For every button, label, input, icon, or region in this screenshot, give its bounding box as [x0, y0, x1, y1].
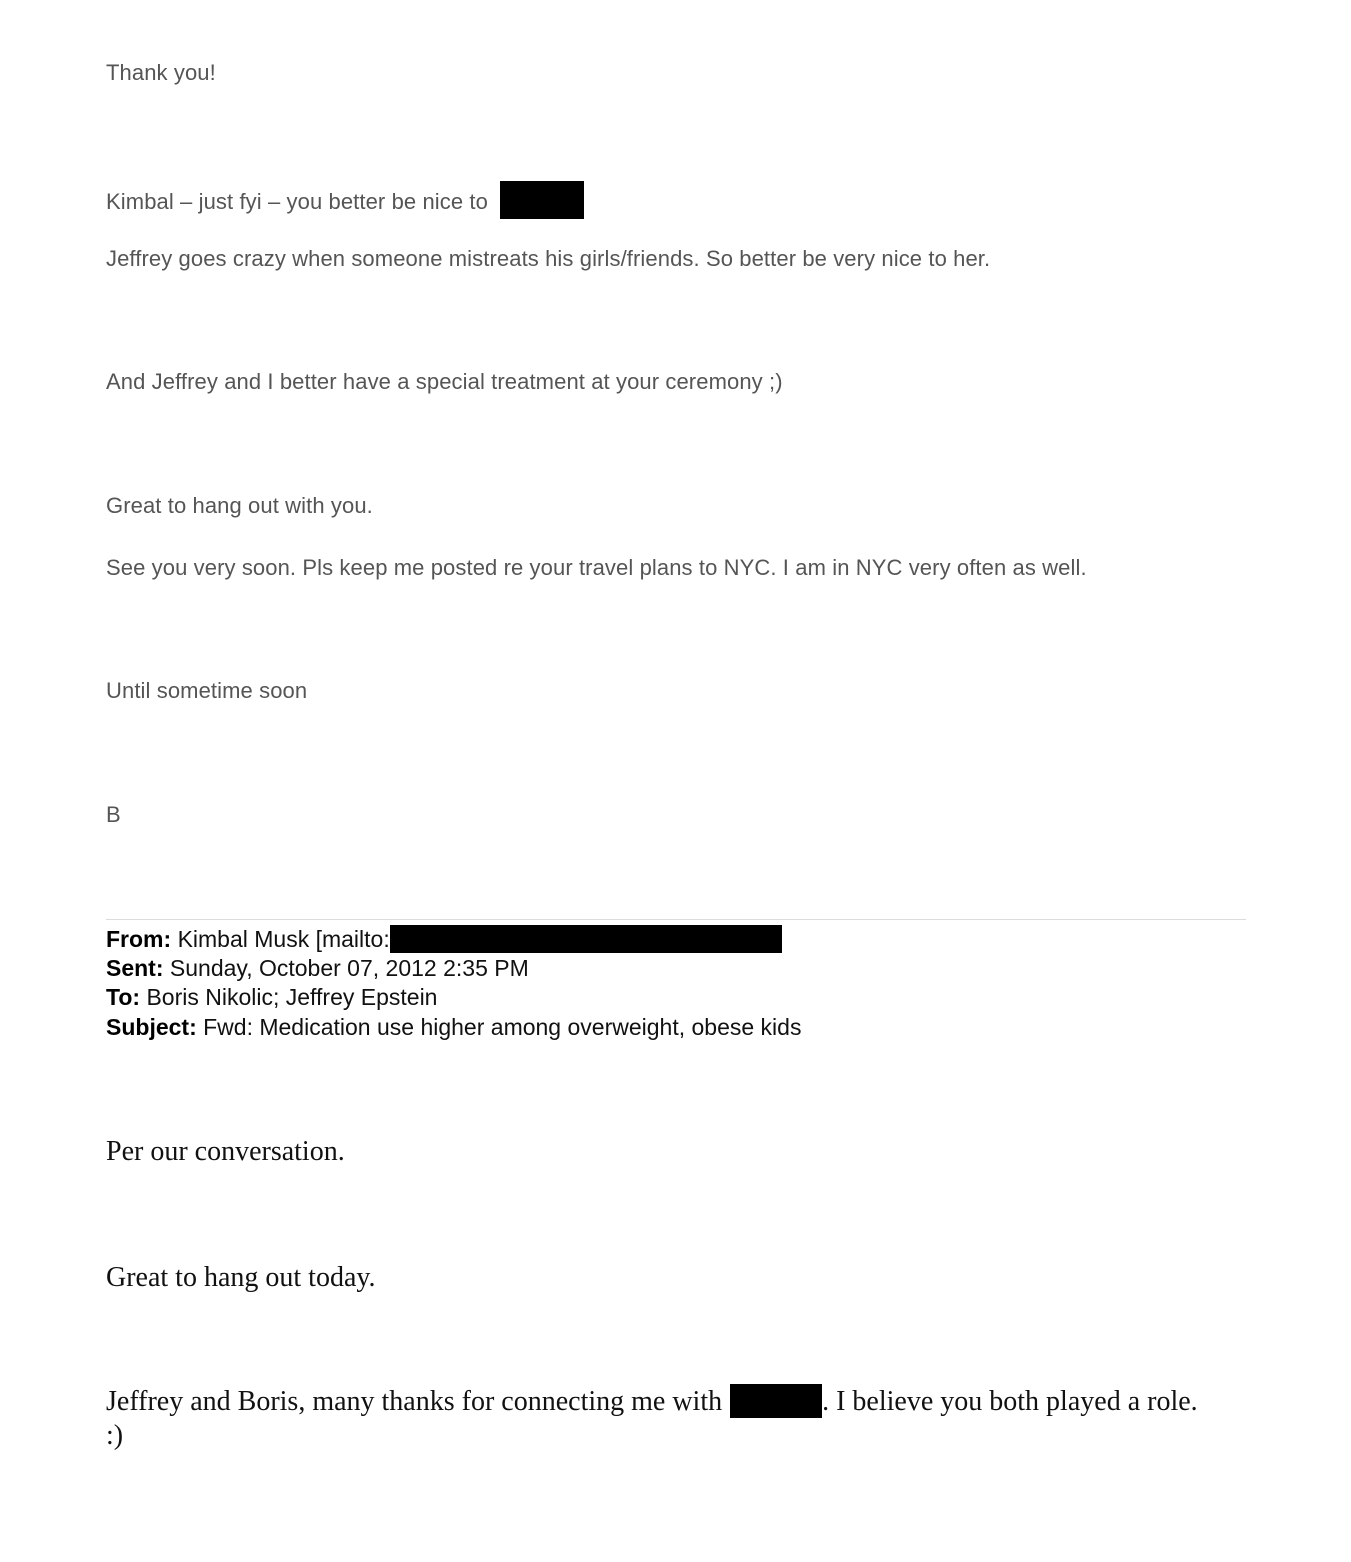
name-redaction-box: [730, 1384, 822, 1418]
thank-you-line: Thank you!: [106, 60, 216, 85]
to-label: To:: [106, 984, 141, 1010]
from-value: Kimbal Musk [mailto:: [177, 926, 390, 952]
from-row: [106, 926, 782, 955]
to-value: Boris Nikolic; Jeffrey Epstein: [146, 984, 438, 1010]
jeffrey-line: Jeffrey goes crazy when someone mistreats his girls/friends. So better be very nice to her.: [106, 246, 991, 271]
smile-line: :): [106, 1420, 124, 1451]
connecting-text-end: . I believe you both played a role.: [822, 1386, 1198, 1417]
per-conversation-line: Per our conversation.: [106, 1136, 345, 1167]
great-today-line: Great to hang out today.: [106, 1262, 376, 1293]
sent-value: Sunday, October 07, 2012 2:35 PM: [169, 955, 529, 981]
email-redaction-box: [390, 925, 782, 953]
subject-row: [106, 1014, 801, 1041]
redaction-box: [500, 181, 584, 219]
kimbal-warning-text: Kimbal – just fyi – you better be nice to: [106, 188, 488, 214]
see-you-line: See you very soon. Pls keep me posted re your travel plans to NYC. I am in NYC very often as well.: [106, 555, 1087, 580]
header-divider: [106, 919, 1246, 920]
until-line: Until sometime soon: [106, 678, 308, 703]
to-row: [106, 984, 437, 1011]
sent-label: Sent:: [106, 955, 164, 981]
ceremony-line: And Jeffrey and I better have a special treatment at your ceremony ;): [106, 369, 783, 394]
kimbal-warning-line: [106, 184, 584, 222]
from-label: From:: [106, 926, 172, 952]
hang-out-line: Great to hang out with you.: [106, 493, 373, 518]
connecting-text: Jeffrey and Boris, many thanks for connecting me with: [106, 1386, 723, 1417]
subject-value: Fwd: Medication use higher among overweight, obese kids: [203, 1014, 802, 1040]
signature: B: [106, 802, 121, 827]
subject-label: Subject:: [106, 1014, 197, 1040]
sent-row: [106, 955, 529, 982]
connecting-line: [106, 1386, 1198, 1421]
